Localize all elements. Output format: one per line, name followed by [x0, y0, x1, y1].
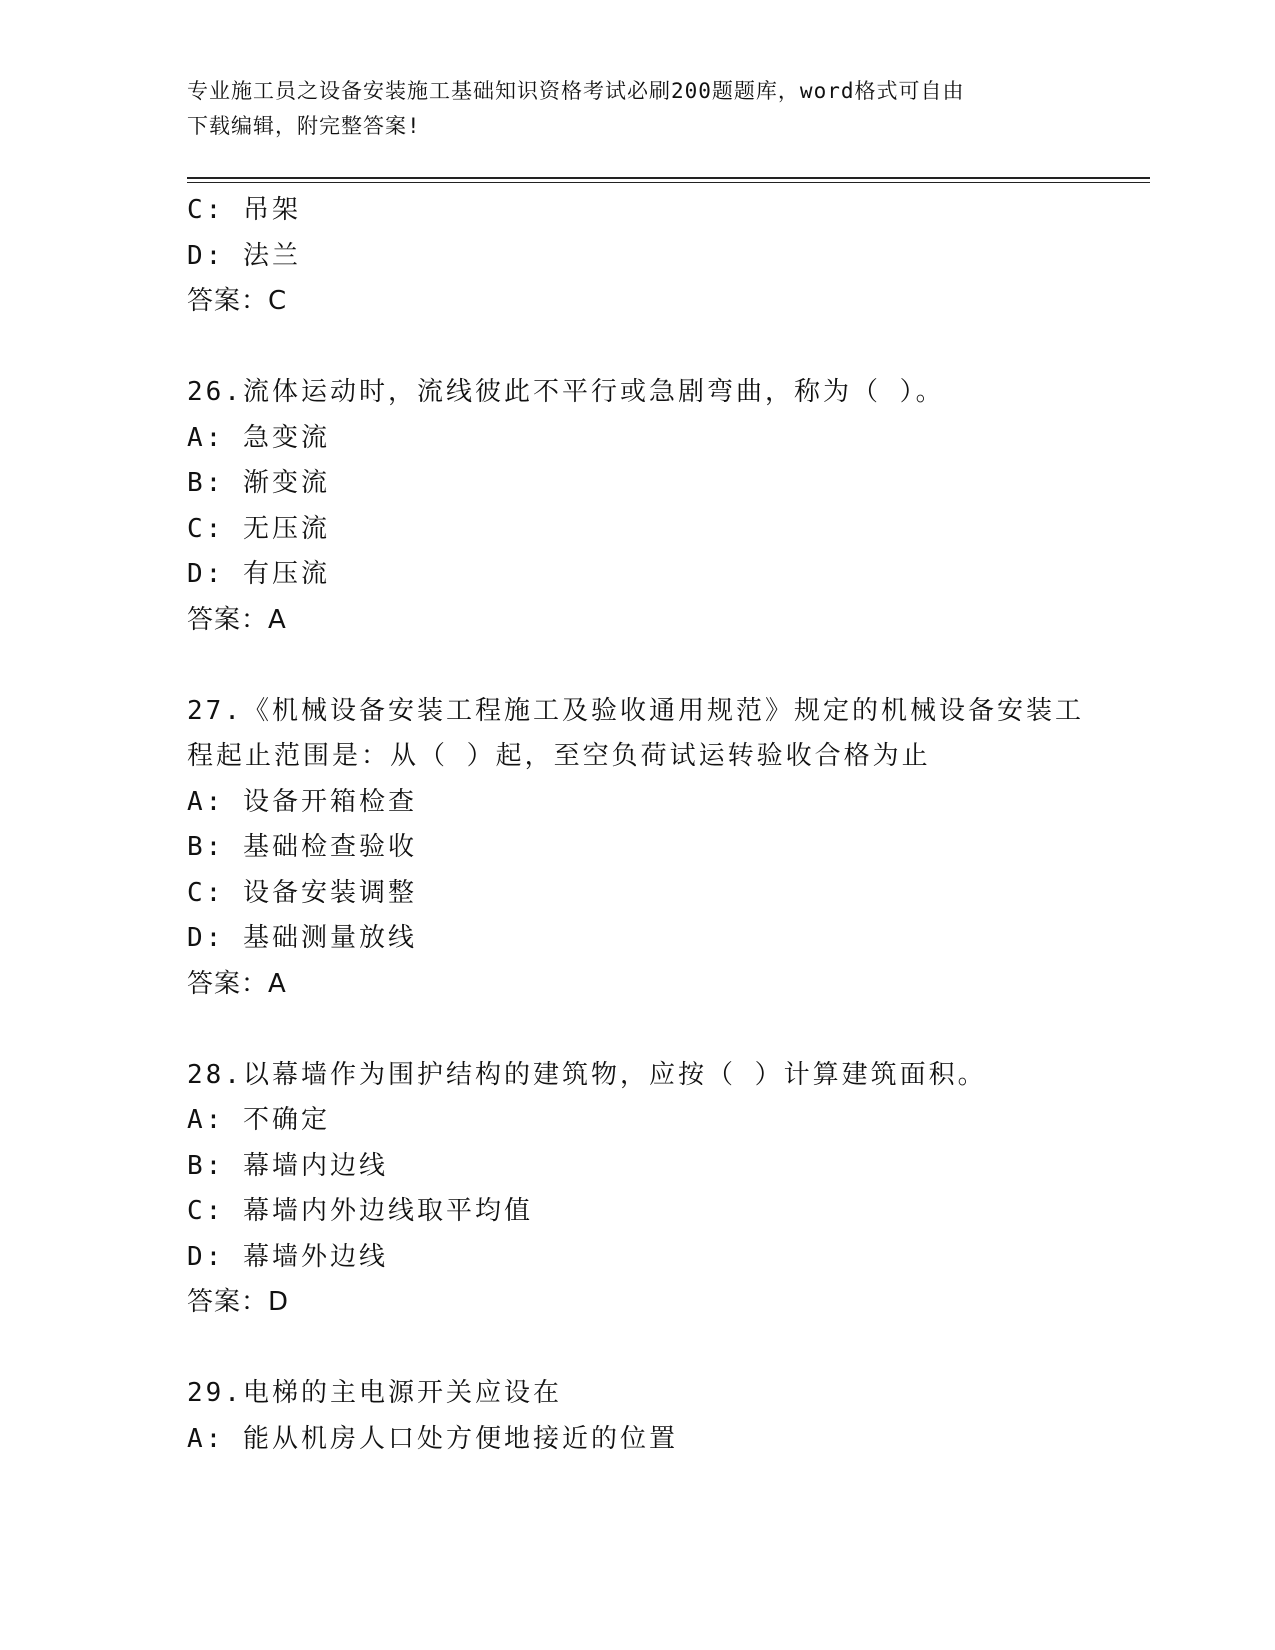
header-divider-thick [187, 177, 1150, 179]
header-line-2: 下载编辑，附完整答案! [187, 114, 421, 138]
option-a: A: 不确定 [187, 1105, 330, 1135]
option-b: B: 基础检查验收 [187, 832, 417, 862]
question-25-tail [187, 188, 1087, 325]
option-c: C: 吊架 [187, 195, 301, 225]
option-a: A: 能从机房人口处方便地接近的位置 [187, 1423, 678, 1454]
option-b: B: 渐变流 [187, 468, 330, 498]
option-c: C: 幕墙内外边线取平均值 [187, 1196, 533, 1226]
question-28 [187, 1053, 1087, 1326]
option-a: A: 设备开箱检查 [187, 786, 417, 817]
question-26 [187, 370, 1087, 643]
header-divider-thin [187, 182, 1150, 183]
answer-line: 答案：D [187, 1287, 290, 1317]
option-b: B: 幕墙内边线 [187, 1150, 388, 1181]
question-29 [187, 1371, 1087, 1462]
option-d: D: 幕墙外边线 [187, 1241, 388, 1272]
option-c: C: 设备安装调整 [187, 877, 417, 908]
option-d: D: 法兰 [187, 240, 301, 271]
header-line-1: 专业施工员之设备安装施工基础知识资格考试必刷200题题库，word格式可自由 [187, 79, 965, 103]
option-a: A: 急变流 [187, 422, 330, 453]
spacer [187, 1326, 1087, 1372]
answer-line: 答案：C [187, 286, 288, 316]
spacer [187, 643, 1087, 689]
question-stem: 29.电梯的主电源开关应设在 [187, 1378, 562, 1408]
question-stem-continued: 程起止范围是：从（ ）起，至空负荷试运转验收合格为止 [187, 741, 931, 771]
answer-line: 答案：A [187, 604, 287, 635]
question-stem: 28.以幕墙作为围护结构的建筑物，应按（ ）计算建筑面积。 [187, 1059, 987, 1090]
question-stem: 26.流体运动时，流线彼此不平行或急剧弯曲，称为（ ）。 [187, 377, 945, 407]
option-d: D: 有压流 [187, 559, 330, 589]
option-d: D: 基础测量放线 [187, 923, 417, 953]
question-27 [187, 689, 1087, 1008]
answer-line: 答案：A [187, 968, 287, 999]
document-header [187, 74, 1087, 144]
option-c: C: 无压流 [187, 513, 330, 544]
spacer [187, 325, 1087, 371]
question-list [187, 188, 1087, 1462]
spacer [187, 1007, 1087, 1053]
question-stem: 27.《机械设备安装工程施工及验收通用规范》规定的机械设备安装工 [187, 695, 1084, 726]
